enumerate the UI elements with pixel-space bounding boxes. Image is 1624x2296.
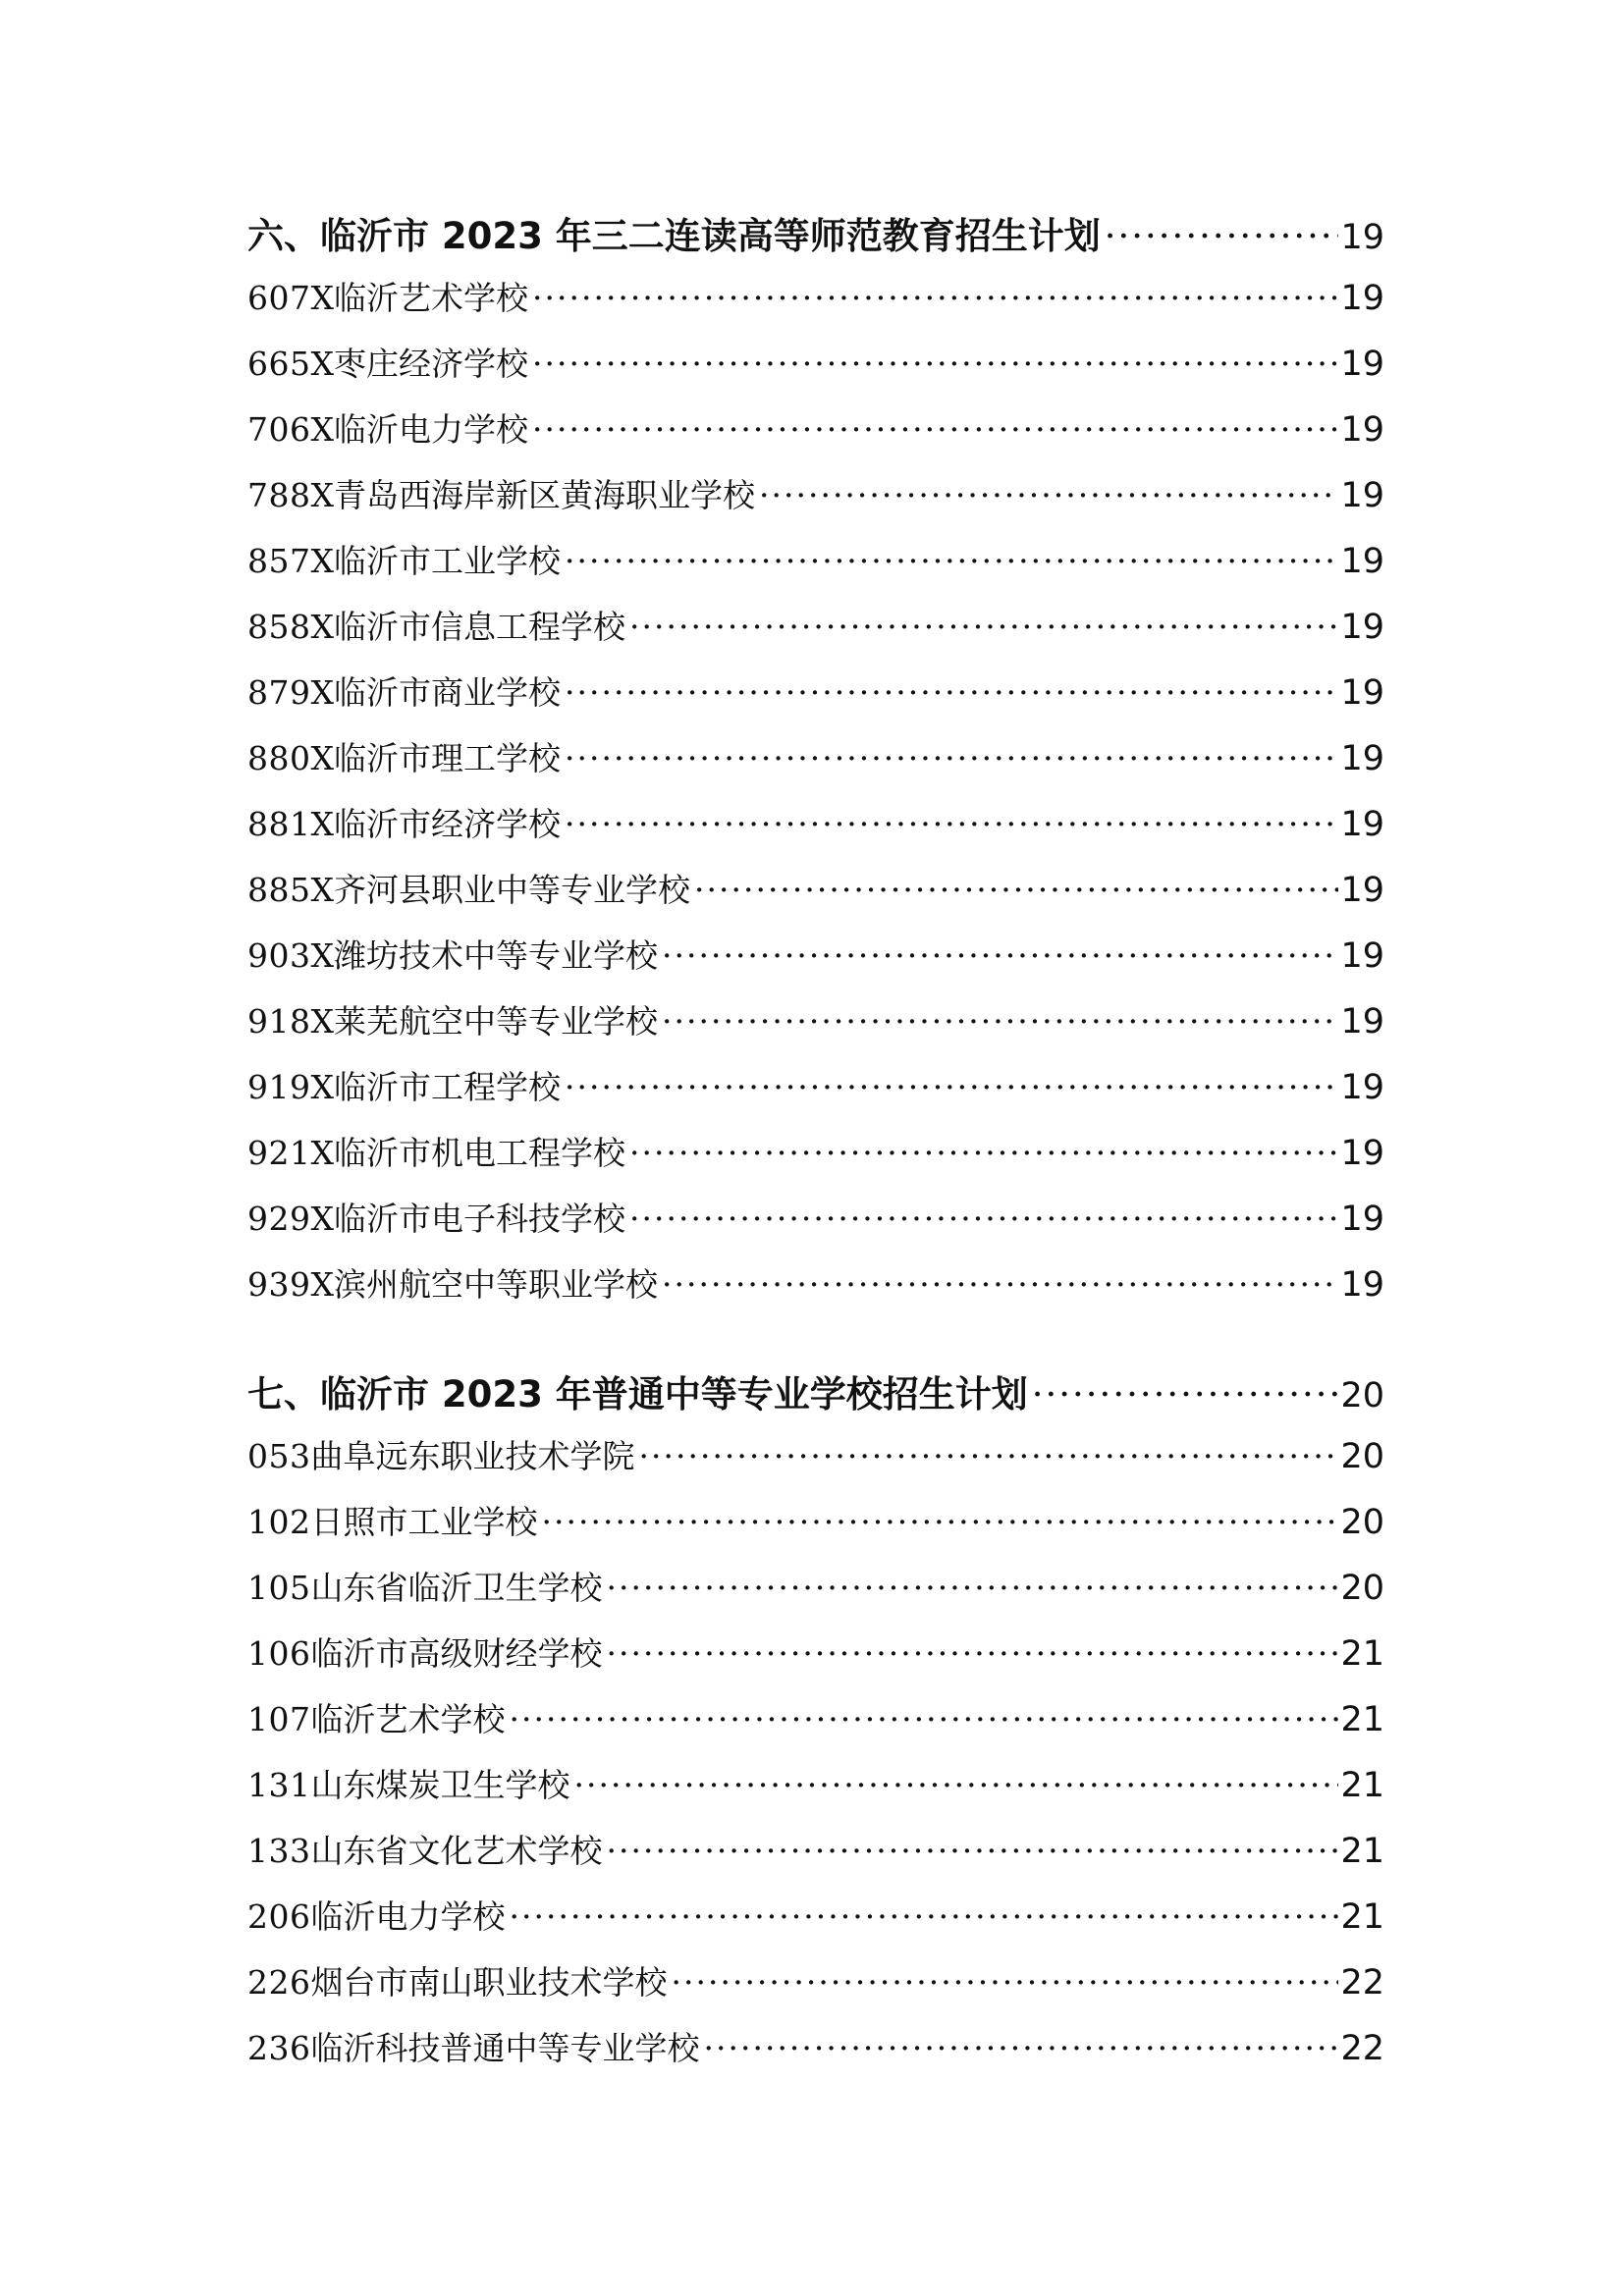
school-code: 939X: [247, 1265, 335, 1304]
toc-entry[interactable]: [247, 1431, 1384, 1497]
toc-heading-text: 七、临沂市 2023 年普通中等专业学校招生计划: [247, 1373, 1028, 1415]
toc-page-number: 19: [1340, 1265, 1384, 1305]
school-code: 788X: [247, 476, 335, 514]
school-name: 日照市工业学校: [310, 1503, 538, 1541]
toc-entry[interactable]: [247, 931, 1384, 996]
toc-heading[interactable]: [247, 1364, 1384, 1421]
toc-entry[interactable]: [247, 1892, 1384, 1957]
school-code: 857X: [247, 542, 335, 580]
dot-leader: [662, 1002, 1338, 1041]
school-name: 临沂电力学校: [334, 410, 528, 449]
school-name: 烟台市南山职业技术学校: [310, 1963, 668, 2002]
toc-section-6: [247, 206, 1384, 1325]
toc-entry[interactable]: [247, 865, 1384, 931]
toc-page-number: 22: [1340, 2029, 1384, 2068]
toc-entry[interactable]: [247, 996, 1384, 1062]
school-code: 131: [247, 1766, 311, 1804]
dot-leader: [639, 1437, 1339, 1475]
toc-page-number: 21: [1340, 1700, 1384, 1739]
school-name: 临沂市高级财经学校: [310, 1634, 603, 1673]
school-code: 929X: [247, 1200, 335, 1238]
toc-page-number: 19: [1340, 542, 1384, 581]
school-code: 921X: [247, 1134, 335, 1172]
toc-page-number: 20: [1340, 1569, 1384, 1608]
toc-entry[interactable]: [247, 1497, 1384, 1563]
school-name: 潍坊技术中等专业学校: [334, 936, 658, 975]
school-name: 临沂市机电工程学校: [334, 1134, 625, 1172]
toc-page-number: 19: [1340, 1002, 1384, 1041]
school-name: 临沂市电子科技学校: [334, 1200, 625, 1238]
toc-page-number: 20: [1340, 1376, 1384, 1415]
school-code: 918X: [247, 1002, 335, 1041]
dot-leader: [607, 1832, 1339, 1870]
toc-entry[interactable]: [247, 536, 1384, 602]
toc-entry[interactable]: [247, 404, 1384, 470]
dot-leader: [1105, 215, 1339, 257]
toc-page-number: 19: [1340, 1134, 1384, 1173]
school-name: 临沂市工程学校: [334, 1068, 561, 1106]
school-name: 青岛西海岸新区黄海职业学校: [334, 476, 755, 514]
school-name: 临沂艺术学校: [310, 1700, 506, 1738]
dot-leader: [565, 542, 1338, 580]
dot-leader: [532, 345, 1338, 383]
dot-leader: [704, 2029, 1339, 2067]
toc-entry[interactable]: [247, 1694, 1384, 1760]
toc-page-number: 19: [1340, 1200, 1384, 1239]
dot-leader: [532, 410, 1338, 449]
toc-entry[interactable]: [247, 1259, 1384, 1325]
toc-entry[interactable]: [247, 602, 1384, 667]
school-code: 903X: [247, 936, 335, 975]
toc-page-number: 19: [1340, 1068, 1384, 1107]
dot-leader: [694, 871, 1338, 909]
dot-leader: [607, 1569, 1339, 1607]
dot-leader: [565, 739, 1338, 777]
school-name: 临沂市理工学校: [334, 739, 561, 777]
school-code: 665X: [247, 345, 335, 383]
toc-entry[interactable]: [247, 733, 1384, 799]
toc-heading-text: 六、临沂市 2023 年三二连读高等师范教育招生计划: [247, 215, 1101, 257]
dot-leader: [510, 1897, 1339, 1936]
school-code: 236: [247, 2029, 311, 2067]
school-code: 106: [247, 1634, 311, 1673]
school-code: 919X: [247, 1068, 335, 1106]
dot-leader: [510, 1700, 1339, 1738]
school-name: 枣庄经济学校: [334, 345, 528, 383]
school-name: 临沂艺术学校: [334, 279, 528, 317]
toc-entry[interactable]: [247, 1194, 1384, 1259]
toc-entry[interactable]: [247, 1563, 1384, 1629]
toc-entry[interactable]: [247, 1629, 1384, 1694]
school-code: 706X: [247, 410, 335, 449]
school-name: 临沂市信息工程学校: [334, 608, 625, 646]
toc-page-number: 19: [1340, 871, 1384, 910]
dot-leader: [629, 1134, 1338, 1172]
toc-page-number: 19: [1340, 476, 1384, 515]
school-name: 山东省文化艺术学校: [310, 1832, 603, 1870]
school-name: 临沂市工业学校: [334, 542, 561, 580]
school-name: 滨州航空中等职业学校: [334, 1265, 658, 1304]
toc-page-number: 19: [1340, 608, 1384, 647]
toc-page-number: 22: [1340, 1963, 1384, 2002]
school-code: 226: [247, 1963, 311, 2002]
toc-page-number: 19: [1340, 805, 1384, 844]
toc-page-number: 21: [1340, 1897, 1384, 1937]
toc-page-number: 21: [1340, 1832, 1384, 1871]
toc-entry[interactable]: [247, 1062, 1384, 1128]
school-code: 879X: [247, 673, 335, 712]
toc-entry[interactable]: [247, 273, 1384, 339]
toc-entry[interactable]: [247, 667, 1384, 733]
school-code: 607X: [247, 279, 335, 317]
dot-leader: [759, 476, 1338, 514]
dot-leader: [532, 279, 1338, 317]
toc-entry[interactable]: [247, 1826, 1384, 1892]
toc-page-number: 19: [1340, 936, 1384, 976]
dot-leader: [629, 1200, 1338, 1238]
dot-leader: [542, 1503, 1339, 1541]
toc-page-number: 19: [1340, 410, 1384, 450]
dot-leader: [1032, 1373, 1339, 1415]
toc-page-number: 19: [1340, 673, 1384, 713]
school-code: 133: [247, 1832, 311, 1870]
school-code: 206: [247, 1897, 311, 1936]
school-name: 齐河县职业中等专业学校: [334, 871, 690, 909]
toc-entry[interactable]: [247, 339, 1384, 404]
dot-leader: [662, 936, 1338, 975]
toc-page-number: 21: [1340, 1634, 1384, 1674]
school-code: 881X: [247, 805, 335, 843]
school-name: 临沂电力学校: [310, 1897, 506, 1936]
school-name: 莱芜航空中等专业学校: [334, 1002, 658, 1041]
toc-entry[interactable]: [247, 799, 1384, 865]
school-name: 临沂科技普通中等专业学校: [310, 2029, 700, 2067]
dot-leader: [574, 1766, 1339, 1804]
toc-page-number: 19: [1340, 345, 1384, 384]
toc-page-number: 20: [1340, 1503, 1384, 1542]
toc-entry[interactable]: [247, 1128, 1384, 1194]
school-code: 107: [247, 1700, 311, 1738]
school-code: 880X: [247, 739, 335, 777]
toc-page-number: 19: [1340, 739, 1384, 778]
toc-page-number: 21: [1340, 1766, 1384, 1805]
toc-page-number: 19: [1340, 279, 1384, 318]
school-code: 105: [247, 1569, 311, 1607]
school-name: 临沂市商业学校: [334, 673, 561, 712]
school-code: 053: [247, 1437, 311, 1475]
school-name: 山东煤炭卫生学校: [310, 1766, 570, 1804]
toc-entry[interactable]: [247, 470, 1384, 536]
dot-leader: [565, 673, 1338, 712]
school-code: 885X: [247, 871, 335, 909]
dot-leader: [565, 1068, 1338, 1106]
dot-leader: [672, 1963, 1339, 2002]
toc-page-number: 19: [1340, 218, 1384, 257]
school-code: 102: [247, 1503, 311, 1541]
dot-leader: [629, 608, 1338, 646]
toc-entry[interactable]: [247, 1957, 1384, 2023]
toc-page-number: 20: [1340, 1437, 1384, 1476]
toc-section-7: [247, 1364, 1384, 2089]
dot-leader: [565, 805, 1338, 843]
school-name: 临沂市经济学校: [334, 805, 561, 843]
toc-entry[interactable]: [247, 2023, 1384, 2089]
toc-heading[interactable]: [247, 206, 1384, 263]
school-code: 858X: [247, 608, 335, 646]
dot-leader: [662, 1265, 1338, 1304]
school-name: 曲阜远东职业技术学院: [310, 1437, 635, 1475]
school-name: 山东省临沂卫生学校: [310, 1569, 603, 1607]
dot-leader: [607, 1634, 1339, 1673]
toc-entry[interactable]: [247, 1760, 1384, 1826]
